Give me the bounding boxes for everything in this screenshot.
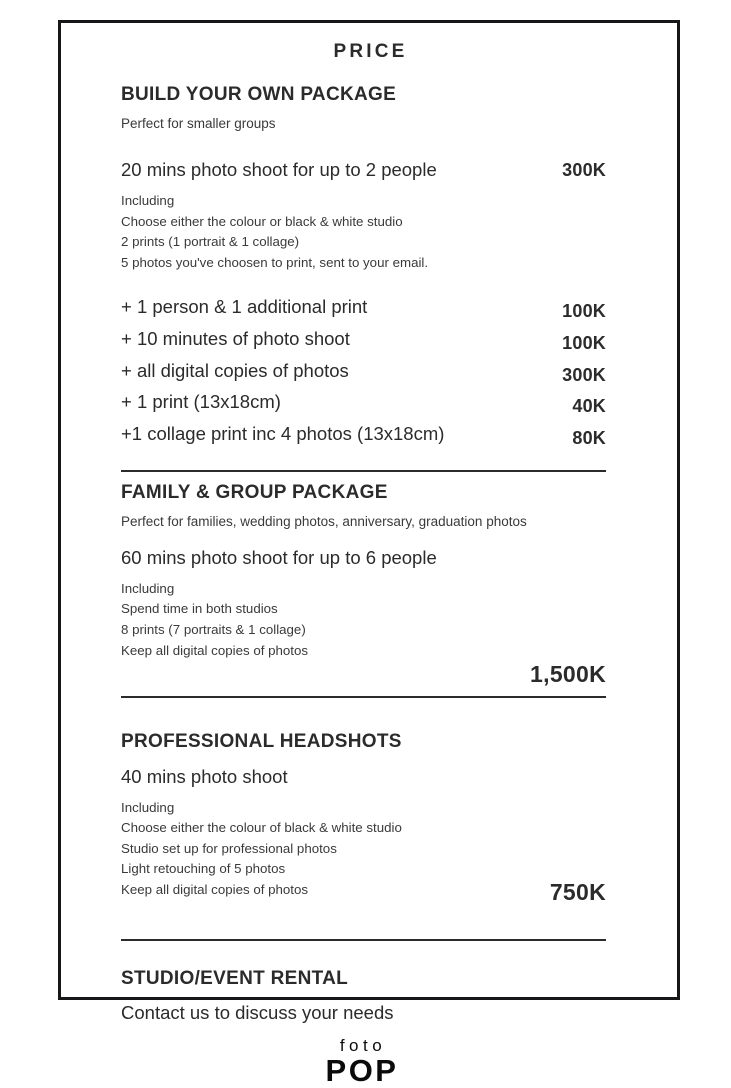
section-heading-professional-headshots: PROFESSIONAL HEADSHOTS: [121, 731, 402, 753]
section-heading-build-your-own: BUILD YOUR OWN PACKAGE: [121, 84, 397, 105]
section-subtitle-studio-event-rental: Contact us to discuss your needs: [121, 1002, 394, 1024]
main-offer-label-professional-headshots: 40 mins photo shoot: [121, 765, 288, 787]
addon-price: 100K: [562, 301, 606, 322]
section-price-professional-headshots: 750K: [549, 878, 606, 905]
main-offer-price: 300K: [562, 160, 606, 181]
section-subtitle-build-your-own: Perfect for smaller groups: [121, 115, 276, 131]
including-label-family-group: Including: [121, 580, 175, 596]
detail-line: Keep all digital copies of photos: [121, 882, 309, 898]
detail-line: Keep all digital copies of photos: [121, 642, 309, 658]
section-price-family-group: 1,500K: [530, 661, 606, 688]
section-heading-studio-event-rental: STUDIO/EVENT RENTAL: [121, 967, 349, 989]
addon-row: [121, 327, 606, 354]
addon-label: + all digital copies of photos: [121, 359, 349, 381]
including-label-professional-headshots: Including: [121, 799, 175, 815]
addon-price: 300K: [562, 364, 606, 385]
section-studio-event-rental: [121, 967, 606, 1025]
section-family-group: [121, 481, 606, 688]
detail-line: 2 prints (1 portrait & 1 collage): [121, 234, 300, 250]
detail-line: 5 photos you've choosen to print, sent to your email.: [121, 254, 429, 270]
addon-label: + 10 minutes of photo shoot: [121, 328, 350, 350]
brand-logo: [121, 1037, 606, 1088]
detail-line: Spend time in both studios: [121, 601, 278, 617]
section-subtitle-family-group: Perfect for families, wedding photos, anniversary, graduation photos: [121, 513, 527, 529]
including-label-build-your-own: Including: [121, 192, 175, 208]
pricing-sheet: [121, 41, 606, 1088]
page-title: PRICE: [333, 41, 408, 62]
main-offer-row-build-your-own: [121, 158, 606, 182]
addon-row: [121, 390, 606, 417]
addon-price: 100K: [562, 333, 606, 354]
addon-row: [121, 295, 606, 322]
main-offer-label-family-group: 60 mins photo shoot for up to 6 people: [121, 547, 437, 569]
addon-label: +1 collage print inc 4 photos (13x18cm): [121, 423, 445, 445]
section-heading-family-group: FAMILY & GROUP PACKAGE: [121, 481, 388, 503]
page-border-frame: [58, 20, 680, 1088]
section-build-your-own: [121, 83, 606, 449]
addon-price: 40K: [572, 396, 606, 417]
addon-label: + 1 person & 1 additional print: [121, 296, 368, 318]
detail-line: Choose either the colour or black & white studio: [121, 213, 403, 229]
brand-logo-top-word: foto: [339, 1036, 387, 1056]
detail-line: Light retouching of 5 photos: [121, 861, 286, 877]
detail-line: Studio set up for professional photos: [121, 840, 337, 856]
addon-price: 80K: [572, 428, 606, 449]
main-offer-label: 20 mins photo shoot for up to 2 people: [121, 159, 437, 181]
addon-row: [121, 359, 606, 383]
addon-list: [121, 295, 606, 449]
detail-line: Choose either the colour of black & white studio: [121, 820, 402, 836]
addon-row: [121, 422, 606, 449]
addon-label: + 1 print (13x18cm): [121, 391, 281, 413]
detail-line: 8 prints (7 portraits & 1 collage): [121, 621, 306, 637]
brand-logo-bottom-word: POP: [325, 1053, 399, 1088]
section-professional-headshots: [121, 730, 606, 927]
